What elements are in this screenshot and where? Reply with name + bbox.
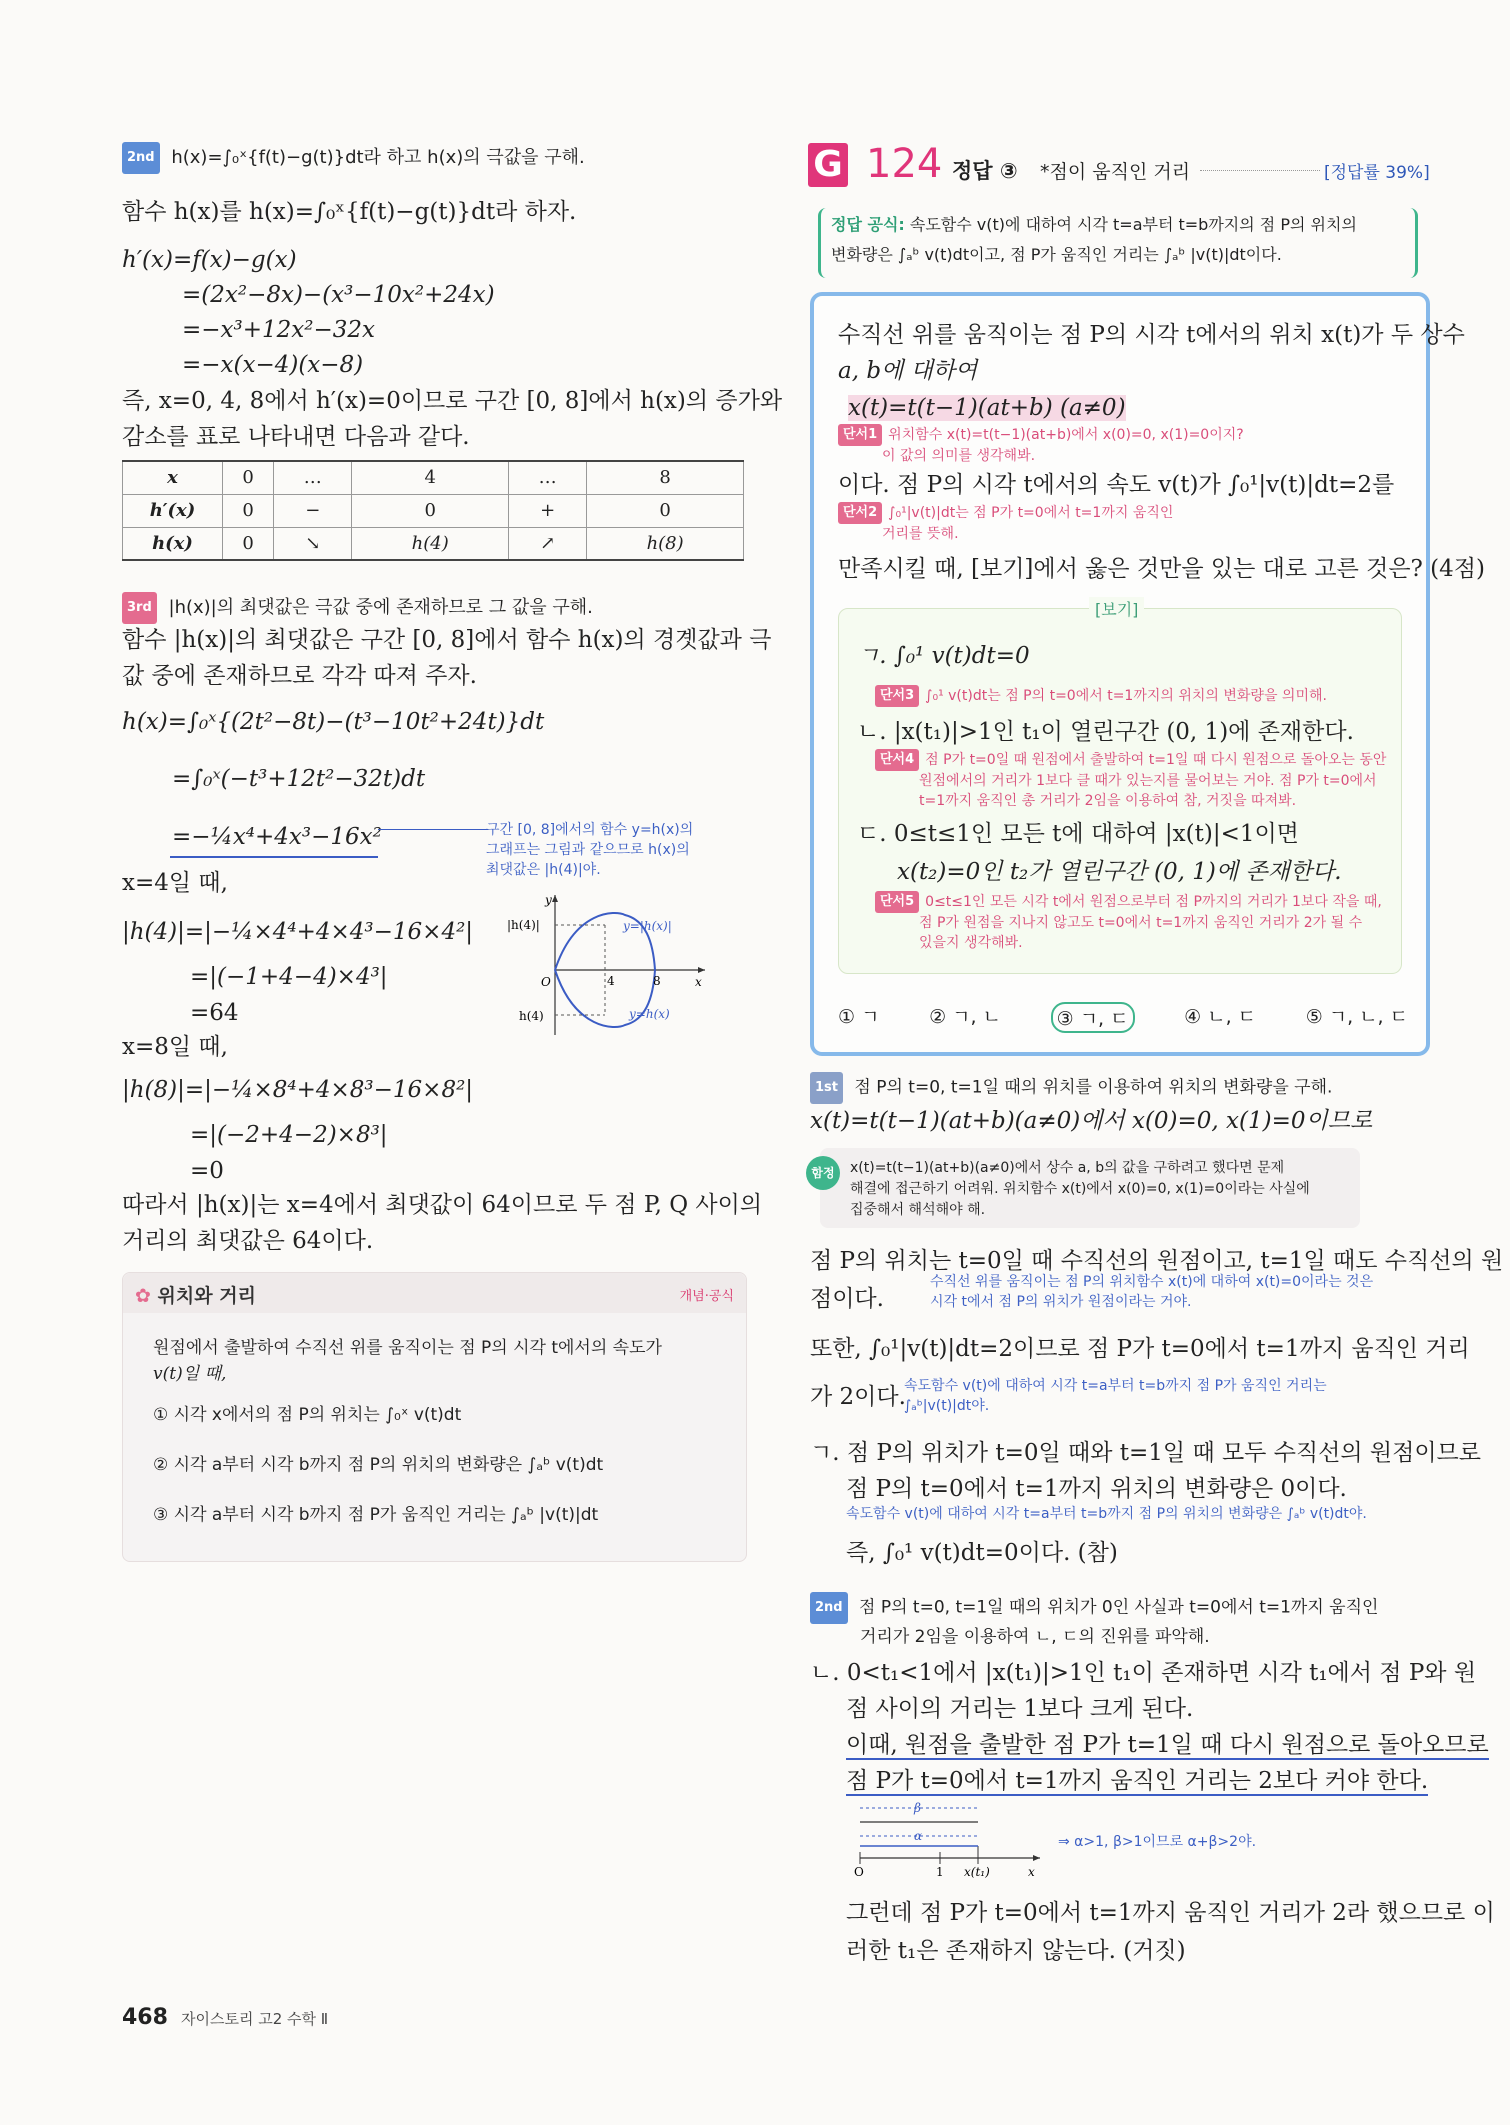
diagram-alpha: α (914, 1829, 923, 1843)
sol-q2-note: 속도함수 v(t)에 대하여 시각 t=a부터 t=b까지 점 P의 위치의 변화량은 ∫ₐᵇ v(t)dt야. (846, 1506, 1367, 1522)
sol-r6: 러한 t₁은 존재하지 않는다. (거짓) (846, 1938, 1186, 1964)
topic: *점이 움직인 거리 (1040, 161, 1191, 183)
hint-1: 단서1 위치함수 x(t)=t(t−1)(at+b)에서 x(0)=0, x(1)=0이지? 이 값의 의미를 생각해봐. (838, 424, 1244, 466)
sol-q1: ㄱ. 점 P의 위치가 t=0일 때와 t=1일 때 모두 수직선의 원점이므로 (810, 1440, 1481, 1466)
deriv-line-2: =(2x²−8x)−(x³−10x²+24x) (182, 282, 495, 308)
choice-4[interactable]: ④ ㄴ, ㄷ (1184, 1006, 1257, 1028)
diagram-o: O (854, 1865, 864, 1878)
diagram-xt1: x(t₁) (964, 1865, 990, 1878)
leader-dots (1200, 170, 1320, 171)
concept-intro: 원점에서 출발하여 수직선 위를 움직이는 점 P의 시각 t에서의 속도가 v(t)일 때, (153, 1338, 662, 1384)
sol-p2-note: 수직선 위를 움직이는 점 P의 위치함수 x(t)에 대하여 x(t)=0이라는 것은 시각 t에서 점 P의 위치가 원점이라는 거야. (930, 1274, 1374, 1310)
step3-heading (122, 592, 593, 624)
graph-x-label: x (695, 975, 702, 989)
abs-h8-line-3: =0 (190, 1158, 224, 1184)
list-item: ③ 시각 a부터 시각 b까지 점 P가 움직인 거리는 ∫ₐᵇ |v(t)|dt (153, 1505, 599, 1525)
book-title: 자이스토리 고2 수학 Ⅱ (181, 2010, 329, 2028)
integral-line-2: =∫₀ˣ(−t³+12t²−32t)dt (172, 766, 426, 792)
side-note: 구간 [0, 8]에서의 함수 y=h(x)의 그래프는 그림과 같으므로 h(x)의 최댓값은 |h(4)|야. (486, 822, 694, 878)
case-4: x=4일 때, (122, 870, 228, 896)
step3-title: |h(x)|의 최댓값은 극값 중에 존재하므로 그 값을 구해. (168, 597, 593, 618)
conclusion-line-1: 따라서 |h(x)|는 x=4에서 최댓값이 64이므로 두 점 P, Q 사이의 (122, 1192, 763, 1218)
para-line-2: 감소를 표로 나타내면 다음과 같다. (122, 424, 470, 450)
hint-5: 단서5 0≤t≤1인 모든 시각 t에서 원점으로부터 점 P까지의 거리가 1보다 작을 때, 점 P가 원점을 지나지 않고도 t=0에서 t=1까지 움직인 거리가 2가 될 수 있을지 생각해봐. (875, 891, 1382, 953)
answer-choices (838, 1002, 1408, 1033)
sol-step2-title-2: 거리가 2임을 이용하여 ㄴ, ㄷ의 진위를 파악해. (860, 1627, 1210, 1647)
abs-h8-line-1: |h(8)|=|−¼×8⁴+4×8³−16×8²| (122, 1077, 474, 1103)
underline (170, 856, 378, 858)
section-letter: G (808, 143, 848, 187)
h-graph (505, 890, 720, 1040)
option-g1: ㄱ. ∫₀¹ v(t)dt=0 (857, 643, 1030, 669)
option-g3: ㄷ. 0≤t≤1인 모든 t에 대하여 |x(t)|<1이면 (857, 821, 1299, 847)
problem-line-2: a, b에 대하여 (838, 358, 978, 384)
diagram-one: 1 (936, 1865, 944, 1878)
problem-line-3: 이다. 점 P의 시각 t에서의 속도 v(t)가 ∫₀¹|v(t)|dt=2를 (838, 472, 1395, 498)
deriv-line-4: =−x(x−4)(x−8) (182, 352, 364, 378)
sol-q3: 즉, ∫₀¹ v(t)dt=0이다. (참) (846, 1540, 1118, 1566)
sol-p4-note: 속도함수 v(t)에 대하여 시각 t=a부터 t=b까지 점 P가 움직인 거리는 ∫ₐᵇ|v(t)|dt야. (904, 1378, 1327, 1414)
sol-p4: 가 2이다. (810, 1384, 906, 1410)
abs-h4-line-1: |h(4)|=|−¼×4⁴+4×4³−16×4²| (122, 919, 474, 945)
concept-header (123, 1273, 746, 1313)
concept-title: 위치와 거리 (157, 1285, 256, 1307)
sol-r1: ㄴ. 0<t₁<1에서 |x(t₁)|>1인 t₁이 존재하면 시각 t₁에서 점 P와 원 (810, 1660, 1477, 1686)
graph-eight: 8 (653, 974, 661, 988)
diagram-beta: β (914, 1801, 921, 1815)
sol-step1-heading: 1st 점 P의 t=0, t=1일 때의 위치를 이용하여 위치의 변화량을 구해. (810, 1072, 1332, 1104)
def-line: 함수 h(x)를 h(x)=∫₀ˣ{f(t)−g(t)}dt라 하자. (122, 199, 577, 225)
table-row: h(x) 0 ↘ h(4) ↗ h(8) (123, 527, 744, 560)
step2-label: 2nd (122, 142, 160, 174)
option-g3b: x(t₂)=0인 t₂가 열린구간 (0, 1)에 존재한다. (897, 859, 1342, 885)
graph-origin: O (541, 975, 551, 989)
concept-box (122, 1272, 747, 1562)
answer-label: 정답 ③ (952, 159, 1018, 183)
sol-p3: 또한, ∫₀¹|v(t)|dt=2이므로 점 P가 t=0에서 t=1까지 움직인 거리 (810, 1336, 1470, 1362)
list-item: ② 시각 a부터 시각 b까지 점 P의 위치의 변화량은 ∫ₐᵇ v(t)dt (153, 1455, 604, 1475)
integral-line-3: =−¼x⁴+4x³−16x² (172, 824, 382, 850)
case-8: x=8일 때, (122, 1034, 228, 1060)
conclusion-line-2: 거리의 최댓값은 64이다. (122, 1228, 374, 1254)
page-footer (122, 2005, 328, 2030)
integral-line-1: h(x)=∫₀ˣ{(2t²−8t)−(t³−10t²+24t)}dt (122, 709, 545, 735)
position-equation: x(t)=t(t−1)(at+b) (a≠0) (848, 395, 1126, 421)
step2-title: h(x)=∫₀ˣ{f(t)−g(t)}dt라 하고 h(x)의 극값을 구해. (171, 147, 585, 168)
options-box (838, 600, 1402, 974)
sol-q2: 점 P의 t=0에서 t=1까지 위치의 변화량은 0이다. (846, 1476, 1347, 1502)
graph-four: 4 (607, 974, 615, 988)
hint-2: 단서2 ∫₀¹|v(t)|dt는 점 P가 t=0에서 t=1까지 움직인 거리를 뜻해. (838, 502, 1173, 544)
para2-line-2: 값 중에 존재하므로 각각 따져 주자. (122, 663, 477, 689)
abs-h8-line-2: =|(−2+4−2)×8³| (190, 1122, 388, 1148)
option-g2: ㄴ. |x(t₁)|>1인 t₁이 열린구간 (0, 1)에 존재한다. (857, 719, 1354, 745)
options-title: [보기] (1089, 597, 1144, 620)
abs-h4-line-2: =|(−1+4−4)×4³| (190, 964, 388, 990)
diagram-x: x (1028, 1865, 1035, 1878)
sol-r5: 그런데 점 P가 t=0에서 t=1까지 움직인 거리가 2라 했으므로 이 (846, 1900, 1495, 1926)
problem-line-4: 만족시킬 때, [보기]에서 옳은 것만을 있는 대로 고른 것은? (4점) (838, 556, 1485, 582)
step3-label: 3rd (122, 592, 157, 624)
sol-p1: 점 P의 위치는 t=0일 때 수직선의 원점이고, t=1일 때도 수직선의 원 (810, 1248, 1504, 1274)
deriv-line-1: h′(x)=f(x)−g(x) (122, 247, 297, 273)
sol-step1-eq: x(t)=t(t−1)(at+b)(a≠0)에서 x(0)=0, x(1)=0이므로 (810, 1108, 1373, 1134)
choice-2[interactable]: ② ㄱ, ㄴ (929, 1006, 1001, 1028)
flower-icon: ✿ (135, 1285, 151, 1307)
sol-step2-heading: 2nd 점 P의 t=0, t=1일 때의 위치가 0인 사실과 t=0에서 t=1까지 움직인 (810, 1592, 1378, 1624)
trap-icon: 함정 (806, 1156, 840, 1190)
hint-4: 단서4 점 P가 t=0일 때 원점에서 출발하여 t=1일 때 다시 원점으로 돌아오는 동안 원점에서의 거리가 1보다 클 때가 있는지를 물어보는 거야. 점 P가 t=0에서 t=1까지 움직인 총 거리가 2임을 이용하여 참, 거짓을 따져봐. (875, 749, 1386, 811)
problem-line-1: 수직선 위를 움직이는 점 P의 시각 t에서의 위치 x(t)가 두 상수 (838, 322, 1465, 348)
sol-r2: 점 사이의 거리는 1보다 크게 된다. (846, 1696, 1194, 1722)
table-row: x 0 … 4 … 8 (123, 461, 744, 494)
page-number: 468 (122, 2005, 168, 2030)
trap-box (811, 1148, 1360, 1228)
para-line-1: 즉, x=0, 4, 8에서 h′(x)=0이므로 구간 [0, 8]에서 h(x)의 증가와 (122, 388, 783, 414)
problem-box (810, 292, 1485, 1056)
sign-table (122, 460, 744, 561)
hint-3: 단서3 ∫₀¹ v(t)dt는 점 P의 t=0에서 t=1까지의 위치의 변화량을 의미해. (875, 685, 1327, 707)
step2-heading (122, 142, 585, 174)
list-item: ① 시각 x에서의 점 P의 위치는 ∫₀ˣ v(t)dt (153, 1405, 462, 1425)
choice-3[interactable]: ③ ㄱ, ㄷ (1051, 1002, 1135, 1033)
sol-r3: 이때, 원점을 출발한 점 P가 t=1일 때 다시 원점으로 돌아오므로 (846, 1732, 1489, 1758)
sol-r4: 점 P가 t=0에서 t=1까지 움직인 거리는 2보다 커야 한다. (846, 1768, 1429, 1794)
formula-label: 정답 공식: (831, 215, 905, 234)
concept-title-wrap (135, 1281, 256, 1308)
graph-h4: h(4) (519, 1009, 544, 1023)
concept-badge: 개념·공식 (679, 1289, 734, 1304)
concept-items (153, 1403, 603, 1527)
correct-rate: [정답률 39%] (1324, 163, 1430, 183)
sol-p2: 점이다. (810, 1286, 884, 1312)
graph-abs-curve: y=|h(x)| (623, 919, 672, 933)
deriv-line-3: =−x³+12x²−32x (182, 317, 375, 343)
graph-curve: y=h(x) (629, 1007, 670, 1021)
graph-y-label: y (545, 893, 552, 907)
para2-line-1: 함수 |h(x)|의 최댓값은 구간 [0, 8]에서 함수 h(x)의 경곗값과 극 (122, 627, 772, 653)
table-row: h′(x) 0 − 0 + 0 (123, 494, 744, 527)
formula-line-2: 변화량은 ∫ₐᵇ v(t)dt이고, 점 P가 움직인 거리는 ∫ₐᵇ |v(t)|dt이다. (831, 245, 1282, 264)
diagram-note: ⇒ α>1, β>1이므로 α+β>2야. (1058, 1834, 1257, 1850)
abs-h4-line-3: =64 (190, 1000, 239, 1026)
formula-line-1: 속도함수 v(t)에 대하여 시각 t=a부터 t=b까지의 점 P의 위치의 (909, 215, 1357, 234)
note-pointer (378, 829, 488, 830)
choice-5[interactable]: ⑤ ㄱ, ㄴ, ㄷ (1305, 1006, 1408, 1028)
formula-box (818, 208, 1418, 278)
problem-number: 124 (866, 141, 943, 187)
graph-abs-h4: |h(4)| (507, 918, 540, 932)
choice-1[interactable]: ① ㄱ (838, 1006, 880, 1028)
trap-text: x(t)=t(t−1)(at+b)(a≠0)에서 상수 a, b의 값을 구하려고 했다면 문제 해결에 접근하기 어려워. 위치함수 x(t)에서 x(0)=0, x(1)=0이라는 사실에 집중해서 해석해야 해. (850, 1160, 1310, 1218)
